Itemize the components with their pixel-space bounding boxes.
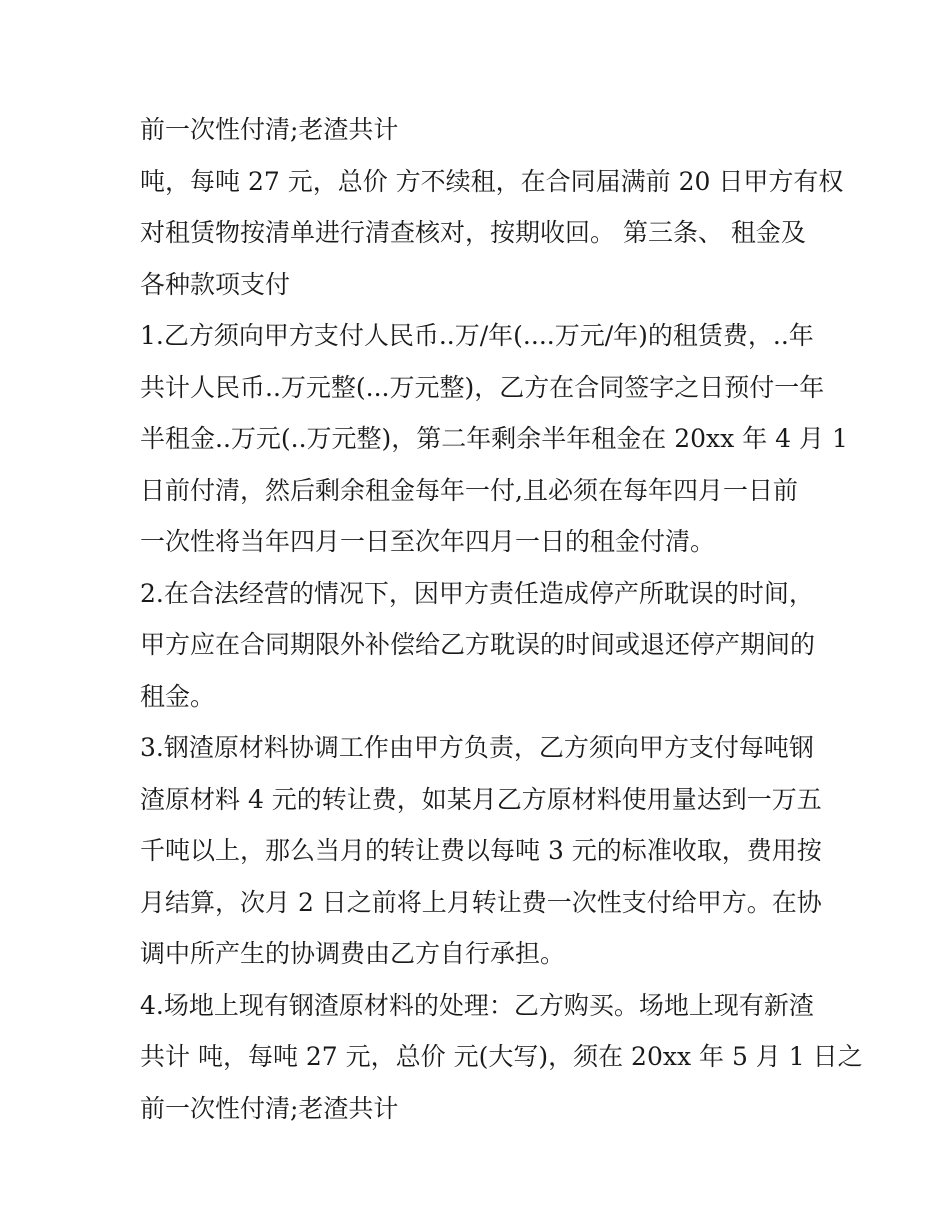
text-line: 甲方应在合同期限外补偿给乙方耽误的时间或退还停产期间的 — [140, 630, 816, 659]
text-line: 日前付清，然后剩余租金每年一付,且必须在每年四月一日前 — [140, 475, 798, 505]
text-line: 调中所产生的协调费由乙方自行承担。 — [140, 939, 566, 968]
text-line: 对租赁物按清单进行清查核对，按期收回。 第三条、 租金及 — [140, 218, 806, 247]
text-line: 吨，每吨 27 元，总价 方不续租，在合同届满前 20 日甲方有权 — [140, 166, 844, 196]
text-line: 共计人民币..万元整(...万元整)，乙方在合同签字之日预付一年 — [140, 372, 825, 402]
text-line: 一次性将当年四月一日至次年四月一日的租金付清。 — [140, 527, 716, 556]
text-line: 3.钢渣原材料协调工作由甲方负责，乙方须向甲方支付每吨钢 — [140, 733, 814, 762]
text-line: 渣原材料 4 元的转让费，如某月乙方原材料使用量达到一万五 — [140, 784, 822, 814]
text-line: 各种款项支付 — [140, 269, 291, 299]
text-line: 2.在合法经营的情况下，因甲方责任造成停产所耽误的时间， — [140, 578, 814, 608]
text-line: 前一次性付清;老渣共计 — [140, 1093, 399, 1123]
text-line: 共计 吨，每吨 27 元，总价 元(大写)，须在 20xx 年 5 月 1 日之 — [140, 1042, 863, 1071]
text-line: 半租金..万元(..万元整)，第二年剩余半年租金在 20xx 年 4 月 1 — [140, 424, 848, 453]
text-line: 1.乙方须向甲方支付人民币..万/年(....万元/年)的租赁费，..年 — [140, 321, 814, 350]
text-line: 月结算，次月 2 日之前将上月转让费一次性支付给甲方。在协 — [140, 887, 822, 917]
text-line: 前一次性付清;老渣共计 — [140, 115, 399, 144]
text-line: 4.场地上现有钢渣原材料的处理：乙方购买。场地上现有新渣 — [140, 990, 814, 1020]
document-body — [140, 104, 863, 1134]
text-line: 租金。 — [140, 681, 216, 711]
text-line: 千吨以上，那么当月的转让费以每吨 3 元的标准收取，费用按 — [140, 836, 822, 865]
